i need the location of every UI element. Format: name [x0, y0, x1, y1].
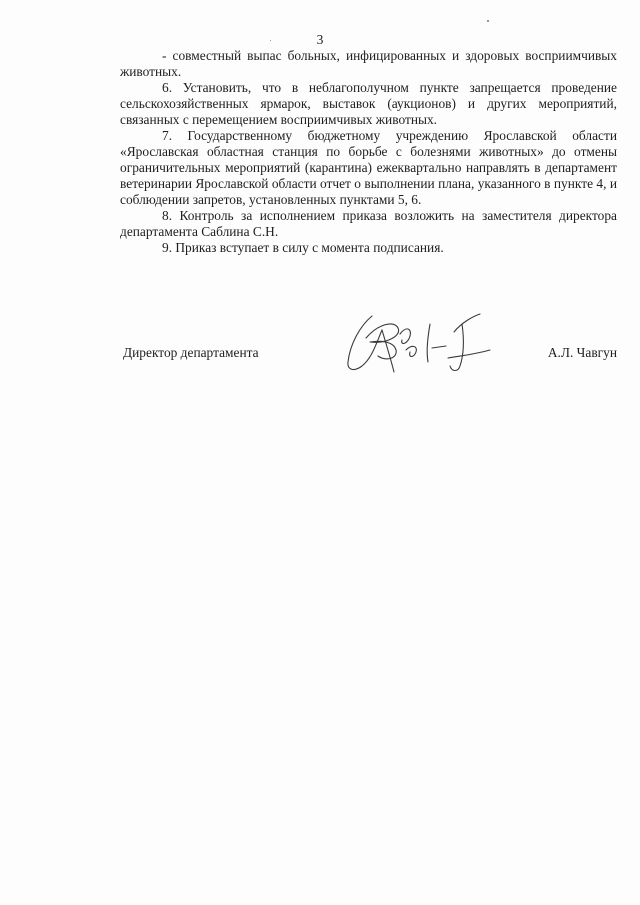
handwritten-signature-icon — [342, 310, 502, 376]
paragraph-6: 6. Установить, что в неблагополучном пункте запрещается проведение сельскохозяйственных ярмарок, выставок (аукционов) и других мероприятий, связанных с перемещением восприимчивых животных. — [120, 80, 617, 127]
scan-speck — [487, 20, 489, 22]
paragraph-7: 7. Государственному бюджетному учреждению Ярославской области «Ярославская областная станция по борьбе с болезнями животных» до отмены ограничительных мероприятий (карантина) ежеквартально направлять в департамент ветеринарии Ярославской области отчет о выполнении плана, указанного в пункте 4, и соблюдении запретов, установленных пунктами 5, 6. — [120, 128, 617, 207]
paragraph-9: 9. Приказ вступает в силу с момента подписания. — [162, 240, 444, 255]
paragraph-8: 8. Контроль за исполнением приказа возложить на заместителя директора департамента Саблина С.Н. — [120, 208, 617, 239]
paragraph-bullet-grazing: - совместный выпас больных, инфицированных и здоровых восприимчивых животных. — [120, 48, 617, 79]
signatory-title: Директор департамента — [123, 345, 259, 360]
signatory-name: А.Л. Чавгун — [547, 345, 617, 360]
document-body — [120, 48, 617, 256]
page-number: 3 — [316, 32, 324, 47]
signature-block — [120, 340, 617, 380]
